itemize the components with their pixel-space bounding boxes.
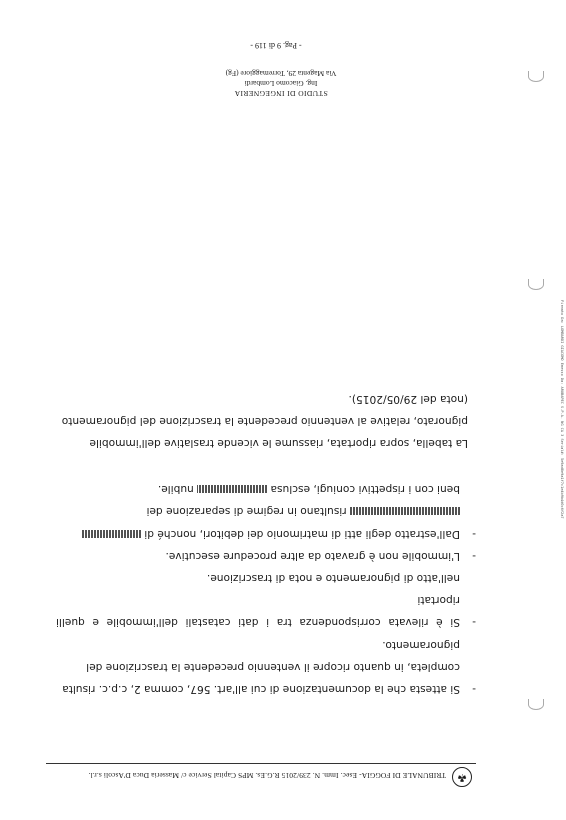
court-emblem-icon: ☘ (452, 767, 472, 787)
signature-text: Firmato Da: LOMBARDI GIACOMO Emesso Da: ARUBAPEC S.P.A. NG CA 3 Serial#: 5e9ad8e9a1f7c1e4b9b4d0c6f2a7 (560, 300, 564, 519)
studio-address: Via Magenta 29, Torremaggiore (Fg) (225, 69, 337, 78)
item-text: Dall'estratto degli atti di matrimonio dei debitori, nonché di (144, 527, 460, 540)
item-line: nell'atto di pignoramento e nota di trascrizione. (206, 571, 460, 584)
item-line-with-redaction (56, 478, 460, 500)
digital-signature-stamp (556, 300, 564, 800)
list-item (56, 545, 476, 567)
redaction-mark (350, 507, 460, 515)
item-text: risultano in regime di separazione dei (146, 505, 347, 518)
item-text: beni con i rispettivi coniugi, esclusa (270, 483, 460, 496)
header-divider (46, 763, 476, 764)
item-text: nubile. (157, 483, 194, 496)
court-line: TRIBUNALE DI FOGGIA- Esec. Imm. N. 239/2015 R.G.Es. MPS Capital Service c/ Masseria Duca D'Ascoli s.r.l. (88, 771, 446, 780)
summary-paragraph (56, 387, 476, 454)
court-header (46, 771, 467, 784)
bullet: - (472, 527, 476, 540)
bullet: - (472, 683, 476, 695)
punch-hole-mark (528, 71, 544, 82)
summary-line: pignorato, relative al ventennio precedente la trascrizione del pignoramento (61, 414, 468, 427)
item-line-with-redaction (56, 500, 460, 522)
punch-hole-mark (528, 279, 544, 290)
summary-line: La tabella, sopra riportata, riassume le vicende traslative dell'immobile (89, 436, 468, 449)
page-number: - Pag. 9 di 119 - (250, 41, 302, 50)
engineer-name: Ing. Giacomo Lombardi (244, 79, 318, 88)
punch-hole-mark (528, 699, 544, 710)
redaction-mark (197, 485, 267, 493)
item-line: completa, in quanto ricopre il ventennio precedente la trascrizione del (86, 660, 460, 673)
item-line-with-redaction (56, 522, 460, 544)
studio-title: STUDIO DI INGEGNERIA (234, 89, 328, 98)
list-item (56, 633, 476, 700)
list-item (56, 567, 476, 634)
bullet: - (472, 549, 476, 562)
item-line: Si attesta che la documentazione di cui all'art. 567, comma 2, c.p.c. risulta (62, 683, 460, 695)
item-line: L'immobile non è gravato da altre procedure esecutive. (165, 549, 460, 562)
item-line: pignoramento. (382, 638, 460, 651)
redaction-mark (81, 530, 141, 538)
item-line: Si è rilevata corrispondenza tra i dati catastali dell'immobile e quelli riportati (56, 594, 460, 629)
list-item (56, 478, 476, 545)
report-body (56, 387, 476, 700)
summary-line: (nota del 29/05/2015). (348, 392, 468, 405)
studio-footer (166, 68, 396, 98)
bullet: - (472, 616, 476, 629)
